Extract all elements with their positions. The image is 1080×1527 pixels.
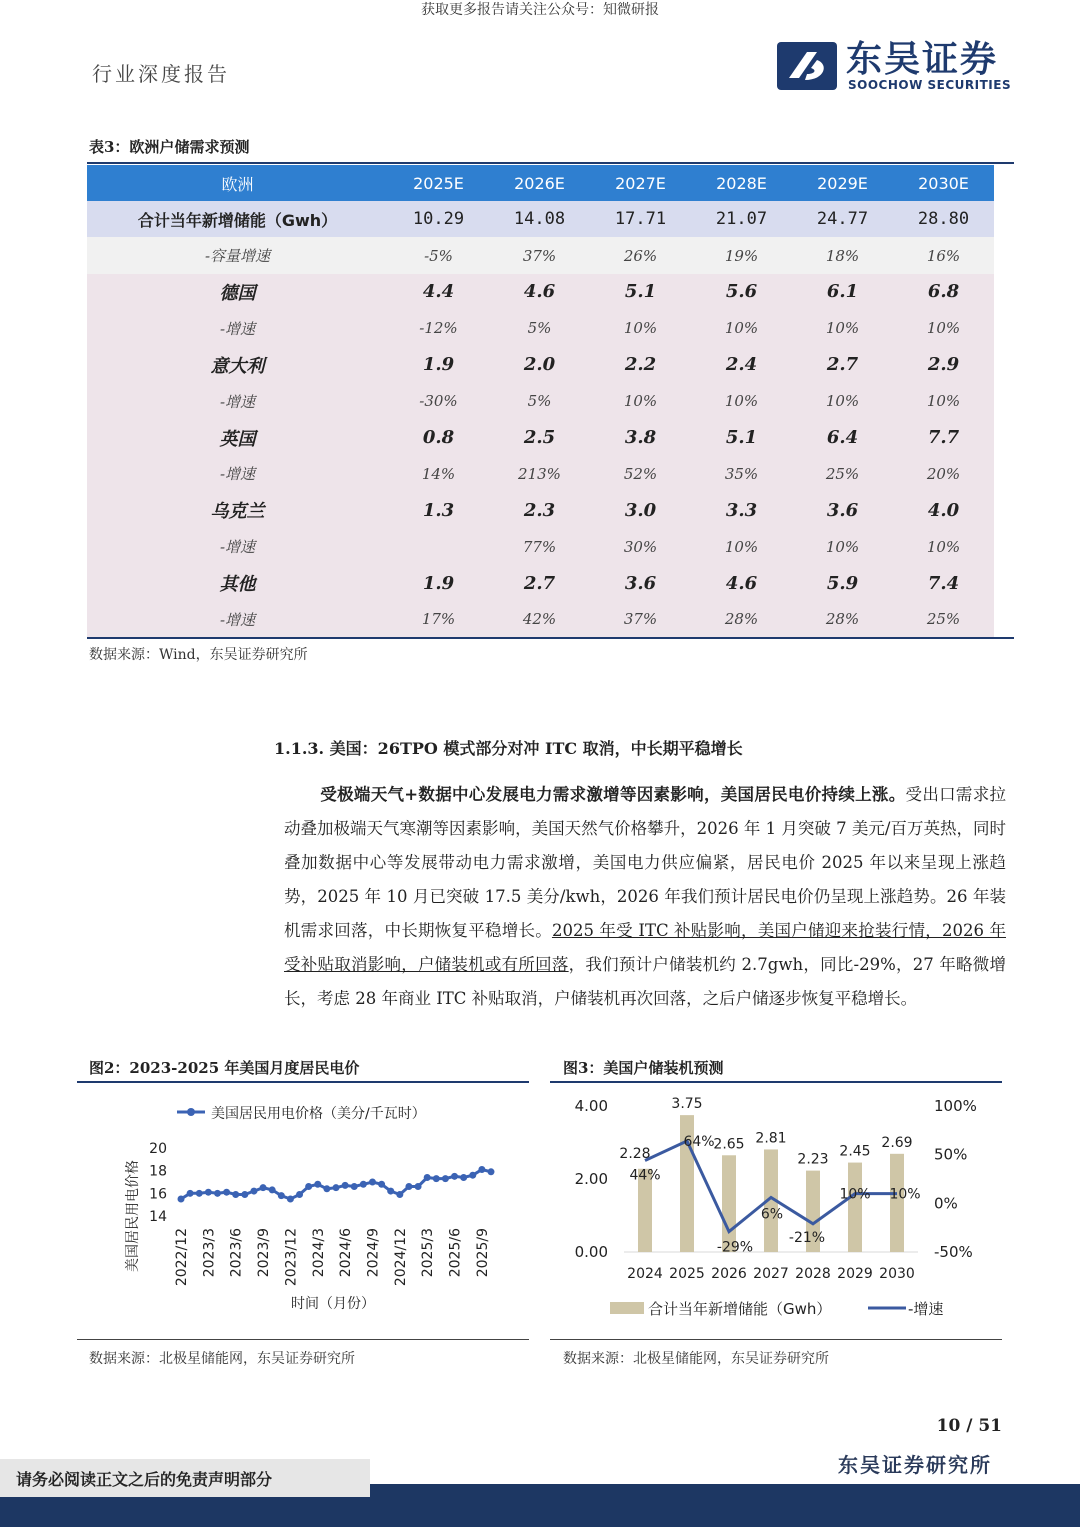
fig2-data-point (342, 1182, 349, 1189)
fig2-data-point (333, 1184, 340, 1191)
fig3-x-tick-label: 2025 (669, 1266, 705, 1282)
footer-org: 东吴证券研究所 (838, 1453, 992, 1477)
body-text: 受出口需求拉动叠加极端天气寒潮等因素影响，美国天然气价格攀升，2026 年 1 月突破 7 美元/百万英热，同时叠加数据中心等发展带动电力需求激增，美国电力供应偏紧，居民电价 2025 年以来呈现上涨趋势，2025 年 10 月已突破 17.5 美分/kwh，2026 年我们预计居民电价仍呈现上涨趋势。26 年装机需求回落，中长期恢复平稳增长。 (284, 785, 1006, 940)
fig3-legend-bar-swatch (610, 1302, 644, 1314)
table-cell: 20% (893, 456, 994, 492)
table-cell: 5.6 (691, 274, 792, 310)
fig3-title: 图3：美国户储装机预测 (563, 1059, 724, 1077)
table-cell: 2.2 (590, 347, 691, 383)
table-cell: 10% (893, 383, 994, 419)
table-cell: -30% (388, 383, 489, 419)
table-cell: 16% (893, 237, 994, 273)
fig2-data-point (488, 1168, 495, 1175)
table-row (87, 419, 994, 455)
fig2-y-axis-label: 美国居民用电价格 (125, 1160, 141, 1272)
table-cell: 7.4 (893, 565, 994, 601)
table-source: 数据来源：Wind，东吴证券研究所 (89, 647, 308, 663)
fig2-x-tick-label: 2024/9 (365, 1228, 382, 1278)
fig3-bottom-rule (550, 1339, 1002, 1340)
table-cell: 10% (893, 529, 994, 565)
footer-disclaimer-box (0, 1459, 370, 1497)
row-label: 英国 (87, 419, 388, 455)
fig2-data-point (287, 1196, 294, 1203)
table-cell: 0.8 (388, 419, 489, 455)
table-cell: 2.0 (489, 347, 590, 383)
fig2-legend-marker (187, 1108, 195, 1116)
body-text-end: ，我们预计户储装机约 2.7gwh，同比-29%，27 年略微增长，考虑 28 年商业 ITC 补贴取消，户储装机再次回落，之后户储逐步恢复平稳增长。 (284, 955, 1006, 1008)
table-row (87, 347, 994, 383)
table-row (87, 274, 994, 310)
fig2-y-tick-label: 16 (149, 1186, 167, 1203)
table-cell: 42% (489, 601, 590, 637)
logo-icon (777, 42, 837, 90)
table-cell: 5.9 (792, 565, 893, 601)
fig2-y-tick-label: 20 (149, 1141, 167, 1157)
table-cell: 10% (792, 310, 893, 346)
fig2-data-point (223, 1189, 230, 1196)
fig3-y-tick-label: 2.00 (574, 1170, 608, 1188)
column-header: 2028E (691, 165, 792, 201)
table-cell: 5% (489, 383, 590, 419)
fig3-legend-line-label: -增速 (908, 1300, 944, 1318)
table-title: 表3：欧洲户储需求预测 (89, 138, 250, 156)
table-cell: 1.3 (388, 492, 489, 528)
table-cell: 4.6 (489, 274, 590, 310)
fig3-x-tick-label: 2029 (837, 1266, 873, 1282)
section-heading: 1.1.3. 美国：26TPO 模式部分对冲 ITC 取消，中长期平稳增长 (274, 739, 743, 758)
fig2-data-point (415, 1183, 422, 1190)
table-cell: 5% (489, 310, 590, 346)
fig2-data-point (187, 1190, 194, 1197)
fig2-data-point (232, 1191, 239, 1198)
fig2-data-point (451, 1173, 458, 1180)
fig3-line-label: 44% (629, 1167, 661, 1184)
fig2-data-point (387, 1188, 394, 1195)
table-cell: 25% (792, 456, 893, 492)
fig2-data-point (178, 1196, 185, 1203)
fig2-x-tick-label: 2025/9 (474, 1228, 491, 1278)
table-cell: 25% (893, 601, 994, 637)
table-cell: 14% (388, 456, 489, 492)
fig2-data-point (196, 1190, 203, 1197)
fig2-data-point (323, 1185, 330, 1192)
fig3-legend-bar-label: 合计当年新增储能（Gwh） (648, 1300, 832, 1318)
table-cell: 2.9 (893, 347, 994, 383)
fig2-data-point (278, 1192, 285, 1199)
table-cell: 19% (691, 237, 792, 273)
fig2-x-tick-label: 2024/12 (392, 1228, 409, 1287)
table-cell: 21.07 (691, 201, 792, 237)
fig2-data-point (214, 1190, 221, 1197)
row-label: -增速 (87, 383, 388, 419)
fig2-data-point (241, 1191, 248, 1198)
fig3-bar (848, 1163, 862, 1252)
fig2-data-point (250, 1188, 257, 1195)
row-label: 意大利 (87, 347, 388, 383)
fig2-legend-label: 美国居民用电价格（美分/千瓦时） (211, 1106, 426, 1122)
table-header-row (87, 165, 994, 201)
table-cell: 77% (489, 529, 590, 565)
table-row (87, 201, 994, 237)
table-cell: 4.0 (893, 492, 994, 528)
fig3-bar-label: 3.75 (671, 1096, 703, 1113)
table-cell: 6.4 (792, 419, 893, 455)
fig2-bottom-rule (77, 1339, 529, 1340)
fig2-data-point (360, 1181, 367, 1188)
fig2-x-tick-label: 2023/9 (256, 1228, 273, 1278)
table-cell: 2.3 (489, 492, 590, 528)
fig2-data-point (314, 1181, 321, 1188)
table-cell: 2.7 (792, 347, 893, 383)
table-cell: 10% (691, 383, 792, 419)
fig3-bar-label: 2.69 (881, 1134, 913, 1151)
fig2-data-point (396, 1191, 403, 1198)
column-header: 2030E (893, 165, 994, 201)
fig2-top-rule (77, 1081, 529, 1083)
disclaimer-text: 请务必阅读正文之后的免责声明部分 (16, 1470, 273, 1489)
table-cell: 213% (489, 456, 590, 492)
table-cell: 10.29 (388, 201, 489, 237)
table-cell: 30% (590, 529, 691, 565)
fig3-source: 数据来源：北极星储能网，东吴证券研究所 (563, 1351, 829, 1367)
table-cell: 3.6 (792, 492, 893, 528)
table-cell: 10% (691, 529, 792, 565)
table-cell: 2.5 (489, 419, 590, 455)
fig3-y-tick-label: 0.00 (574, 1243, 608, 1261)
table-cell: 4.6 (691, 565, 792, 601)
table-cell: 17.71 (590, 201, 691, 237)
fig2-y-tick-label: 18 (149, 1163, 167, 1180)
table-cell: 28.80 (893, 201, 994, 237)
table-cell: 35% (691, 456, 792, 492)
row-label: 其他 (87, 565, 388, 601)
table-cell: -5% (388, 237, 489, 273)
row-label: -增速 (87, 601, 388, 637)
table-bottom-rule (87, 637, 1014, 639)
fig3-x-tick-label: 2028 (795, 1266, 831, 1282)
table-cell: 3.8 (590, 419, 691, 455)
table-cell: 1.9 (388, 565, 489, 601)
table-cell: 26% (590, 237, 691, 273)
table-cell: 3.6 (590, 565, 691, 601)
table-row (87, 529, 994, 565)
table-cell: 1.9 (388, 347, 489, 383)
fig3-line-label: 6% (760, 1206, 784, 1223)
fig2-data-point (424, 1174, 431, 1181)
fig3-bar-label: 2.65 (713, 1136, 745, 1153)
fig3-x-tick-label: 2030 (879, 1266, 915, 1282)
column-header: 2027E (590, 165, 691, 201)
row-label: 合计当年新增储能（Gwh） (87, 201, 388, 237)
column-header: 2026E (489, 165, 590, 201)
fig2-data-point (442, 1175, 449, 1182)
table-cell (388, 529, 489, 565)
fig3-line-label: -21% (788, 1229, 826, 1246)
fig3-line-label: 64% (683, 1134, 715, 1151)
fig3-bar-label: 2.23 (797, 1151, 829, 1168)
fig2-x-tick-label: 2023/3 (201, 1228, 218, 1278)
fig3-bar-label: 2.45 (839, 1143, 871, 1160)
page-number: 10 / 51 (936, 1416, 1002, 1436)
fig2-x-tick-label: 2023/6 (228, 1228, 245, 1278)
table-cell: 4.4 (388, 274, 489, 310)
table-cell: 5.1 (691, 419, 792, 455)
fig2-data-point (478, 1166, 485, 1173)
fig3-bar (890, 1154, 904, 1252)
row-label: -增速 (87, 310, 388, 346)
fig2-data-point (260, 1184, 267, 1191)
fig3-line-label: 10% (839, 1186, 871, 1203)
column-header: 2029E (792, 165, 893, 201)
fig3-x-tick-label: 2027 (753, 1266, 789, 1282)
table-cell: 10% (590, 383, 691, 419)
logo-text: 东吴证券 (846, 39, 999, 80)
fig3-y-tick-label: 4.00 (574, 1097, 608, 1115)
table-cell: 2.7 (489, 565, 590, 601)
fig3-y2-tick-label: 0% (934, 1194, 958, 1213)
row-label: -增速 (87, 456, 388, 492)
top-notice: 获取更多报告请关注公众号：知微研报 (421, 2, 659, 18)
fig2-data-point (433, 1175, 440, 1182)
fig2-x-tick-label: 2024/6 (338, 1228, 355, 1278)
body-paragraph (284, 778, 1006, 1016)
table-cell: 28% (792, 601, 893, 637)
fig2-x-tick-label: 2023/12 (283, 1228, 300, 1287)
fig2-data-point (369, 1179, 376, 1186)
column-header: 欧洲 (87, 165, 388, 201)
fig2-line-chart (77, 1086, 529, 1336)
fig2-data-point (378, 1181, 385, 1188)
fig3-x-tick-label: 2026 (711, 1266, 747, 1282)
fig3-bar-label: 2.81 (755, 1130, 787, 1147)
table-cell: 18% (792, 237, 893, 273)
table-row (87, 565, 994, 601)
fig3-y2-tick-label: 50% (934, 1145, 968, 1164)
row-label: 乌克兰 (87, 492, 388, 528)
fig3-bar-label: 2.28 (619, 1145, 651, 1162)
fig2-data-point (469, 1172, 476, 1179)
table-top-rule (87, 162, 1014, 164)
fig2-data-point (269, 1186, 276, 1193)
fig2-y-tick-label: 14 (149, 1209, 167, 1225)
fig2-data-point (205, 1189, 212, 1196)
fig2-data-point (351, 1183, 358, 1190)
fig3-bar (722, 1155, 736, 1252)
table-cell: 5.1 (590, 274, 691, 310)
table-cell: 37% (489, 237, 590, 273)
fig3-line-label: 10% (889, 1186, 921, 1203)
table-cell: 10% (590, 310, 691, 346)
row-label: -增速 (87, 529, 388, 565)
row-label: -容量增速 (87, 237, 388, 273)
forecast-table (87, 165, 994, 638)
fig3-top-rule (550, 1081, 1002, 1083)
table-cell: 10% (792, 383, 893, 419)
table-row (87, 237, 994, 273)
table-row (87, 601, 994, 637)
underlined-text: 2025 年受 ITC 补贴影响，美国户储迎来抢装行情，2026 年受补贴取消影响，户储装机或有所回落 (284, 921, 1006, 974)
table-cell: 17% (388, 601, 489, 637)
table-cell: 52% (590, 456, 691, 492)
table-cell: 14.08 (489, 201, 590, 237)
table-cell: 6.1 (792, 274, 893, 310)
fig2-title: 图2：2023-2025 年美国月度居民电价 (89, 1059, 360, 1077)
fig2-source: 数据来源：北极星储能网，东吴证券研究所 (89, 1351, 355, 1367)
table-cell: -12% (388, 310, 489, 346)
table-cell: 3.0 (590, 492, 691, 528)
table-cell: 7.7 (893, 419, 994, 455)
fig3-y2-tick-label: -50% (934, 1243, 973, 1261)
table-cell: 2.4 (691, 347, 792, 383)
row-label: 德国 (87, 274, 388, 310)
table-cell: 10% (893, 310, 994, 346)
fig3-combo-chart (550, 1086, 1002, 1336)
table-cell: 10% (792, 529, 893, 565)
table-cell: 24.77 (792, 201, 893, 237)
table-row (87, 492, 994, 528)
logo-subtext: SOOCHOW SECURITIES (848, 78, 1012, 92)
table-cell: 37% (590, 601, 691, 637)
table-row (87, 456, 994, 492)
fig2-x-tick-label: 2022/12 (174, 1228, 190, 1287)
lead-sentence: 受极端天气+数据中心发展电力需求激增等因素影响，美国居民电价持续上涨。 (320, 785, 906, 804)
fig2-data-point (305, 1183, 312, 1190)
fig2-data-point (405, 1183, 412, 1190)
fig2-x-tick-label: 2024/3 (310, 1228, 327, 1278)
fig2-data-point (296, 1191, 303, 1198)
table-cell: 28% (691, 601, 792, 637)
fig2-x-axis-label: 时间（月份） (291, 1296, 375, 1312)
column-header: 2025E (388, 165, 489, 201)
fig2-data-point (460, 1174, 467, 1181)
fig3-y2-tick-label: 100% (934, 1097, 977, 1115)
fig2-x-tick-label: 2025/6 (447, 1228, 464, 1278)
table-cell: 10% (691, 310, 792, 346)
report-type: 行业深度报告 (92, 62, 230, 86)
table-cell: 3.3 (691, 492, 792, 528)
fig3-line-label: -29% (716, 1239, 754, 1256)
fig2-x-tick-label: 2025/3 (420, 1228, 437, 1278)
table-cell: 6.8 (893, 274, 994, 310)
fig3-x-tick-label: 2024 (627, 1266, 663, 1282)
table-row (87, 310, 994, 346)
table-row (87, 383, 994, 419)
